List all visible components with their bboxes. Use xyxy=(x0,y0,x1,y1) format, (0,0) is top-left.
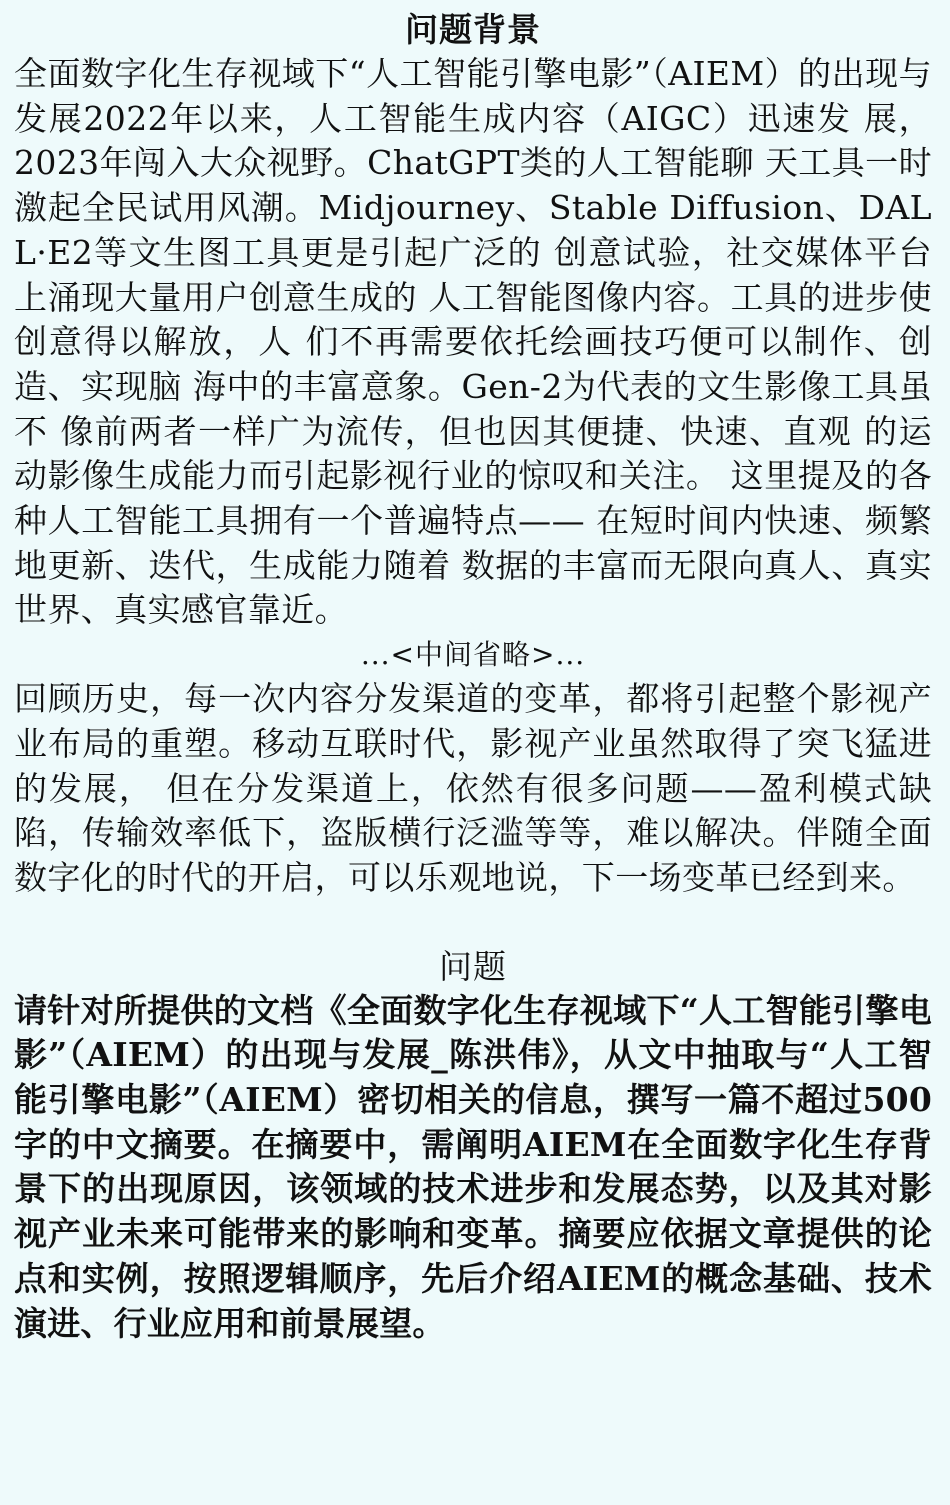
question-heading: 问题 xyxy=(439,946,507,986)
section-spacer xyxy=(14,901,932,945)
question-text: 请针对所提供的文档《全面数字化生存视域下“人工智能引擎电影”（AIEM）的出现与发展_陈洪伟》，从文中抽取与“人工智能引擎电影”（AIEM）密切相关的信息，撰写一篇不超过500字的中文摘要。在摘要中，需阐明AIEM在全面数字化生存背景下的出现原因，该领域的技术进步和发展态势，以及其对影视产业未来可能带来的影响和变革。摘要应依据文章提供的论点和实例，按照逻辑顺序，先后介绍AIEM的概念基础、技术演进、行业应用和前景展望。 xyxy=(14,990,932,1343)
omission-marker: ...<中间省略>... xyxy=(360,638,586,672)
background-paragraph-1: 全面数字化生存视域下“人工智能引擎电影”（AIEM）的出现与发展2022年以来，人工智能生成内容（AIGC）迅速发 展， 2023年闯入大众视野。ChatGPT类的人工智能聊 天工具一时激起全民试用风潮。Midjourney、Stable Diffusion、DALL·E2等文生图工具更是引起广泛的 创意试验，社交媒体平台上涌现大量用户创意生成的 人工智能图像内容。工具的进步使创意得以解放，人 们不再需要依托绘画技巧便可以制作、创造、实现脑 海中的丰富意象。Gen-2为代表的文生影像工具虽不 像前两者一样广为流传，但也因其便捷、快速、直观 的运动影像生成能力而引起影视行业的惊叹和关注。 这里提及的各种人工智能工具拥有一个普遍特点—— 在短时间内快速、频繁地更新、迭代，生成能力随着 数据的丰富而无限向真人、真实世界、真实感官靠近。 xyxy=(14,54,932,630)
background-paragraph-2: 回顾历史，每一次内容分发渠道的变革，都将引起整个影视产业布局的重塑。移动互联时代，影视产业虽然取得了突飞猛进的发展， 但在分发渠道上，依然有很多问题——盈利模式缺陷，传输效率低下，盗版横行泛滥等等，难以解决。伴随全面数字化的时代的开启，可以乐观地说，下一场变革已经到来。 xyxy=(14,679,932,897)
background-heading: 问题背景 xyxy=(405,10,541,49)
